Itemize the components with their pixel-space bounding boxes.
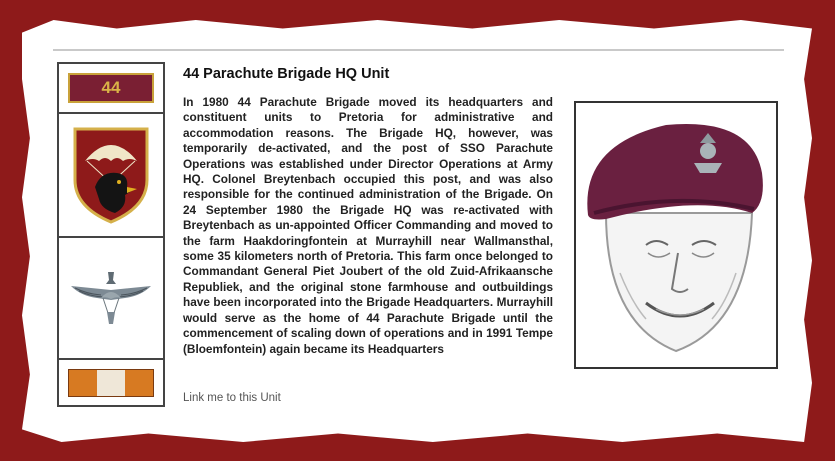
insignia-column bbox=[57, 62, 165, 407]
number-44-badge-icon: 44 bbox=[68, 73, 154, 103]
portrait-frame bbox=[574, 101, 778, 369]
shield-cell bbox=[59, 114, 163, 238]
service-ribbon-icon bbox=[68, 369, 154, 397]
beret-portrait-icon bbox=[576, 103, 776, 367]
ribbon-white-stripe bbox=[97, 370, 125, 396]
parachute-wings-icon bbox=[67, 268, 155, 328]
wings-cell bbox=[59, 238, 163, 360]
ribbon-orange-stripe bbox=[69, 370, 97, 396]
unit-title: 44 Parachute Brigade HQ Unit bbox=[183, 66, 390, 82]
number-badge-cell bbox=[59, 64, 163, 114]
ribbon-orange-stripe bbox=[125, 370, 153, 396]
parachute-shield-icon bbox=[71, 125, 151, 225]
unit-link[interactable]: Link me to this Unit bbox=[183, 392, 281, 404]
ribbon-cell bbox=[59, 360, 163, 405]
unit-description: In 1980 44 Parachute Brigade moved its headquarters and constituent units to Pretoria for administrative and accommodation reasons. The Brigade HQ, however, was temporarily de-activated, and the post of SSO Parachute Operations was established under Director Operations at Army HQ. Colonel Breytenbach occupied this post, and was also responsible for the continued administration of the Brigade. On 24 September 1980 the Brigade HQ was re-activated with Breytenbach as un-appointed Officer Commanding and moved to the farm Haakdoringfontein at Murrayhill near Wallmansthal, some 35 kilometers north of Pretoria. This farm once belonged to Commandant General Piet Joubert of the old Zuid-Afrikaansche Republiek, and the original stone farmhouse and outbuildings have been incorporated into the Brigade Headquarters. Murrayhill would serve as the home of 44 Parachute Brigade until the commencement of scaling down of operations and in 1991 Tempe (Bloemfontein) again became its Headquarters bbox=[183, 95, 553, 356]
top-divider bbox=[53, 49, 784, 51]
